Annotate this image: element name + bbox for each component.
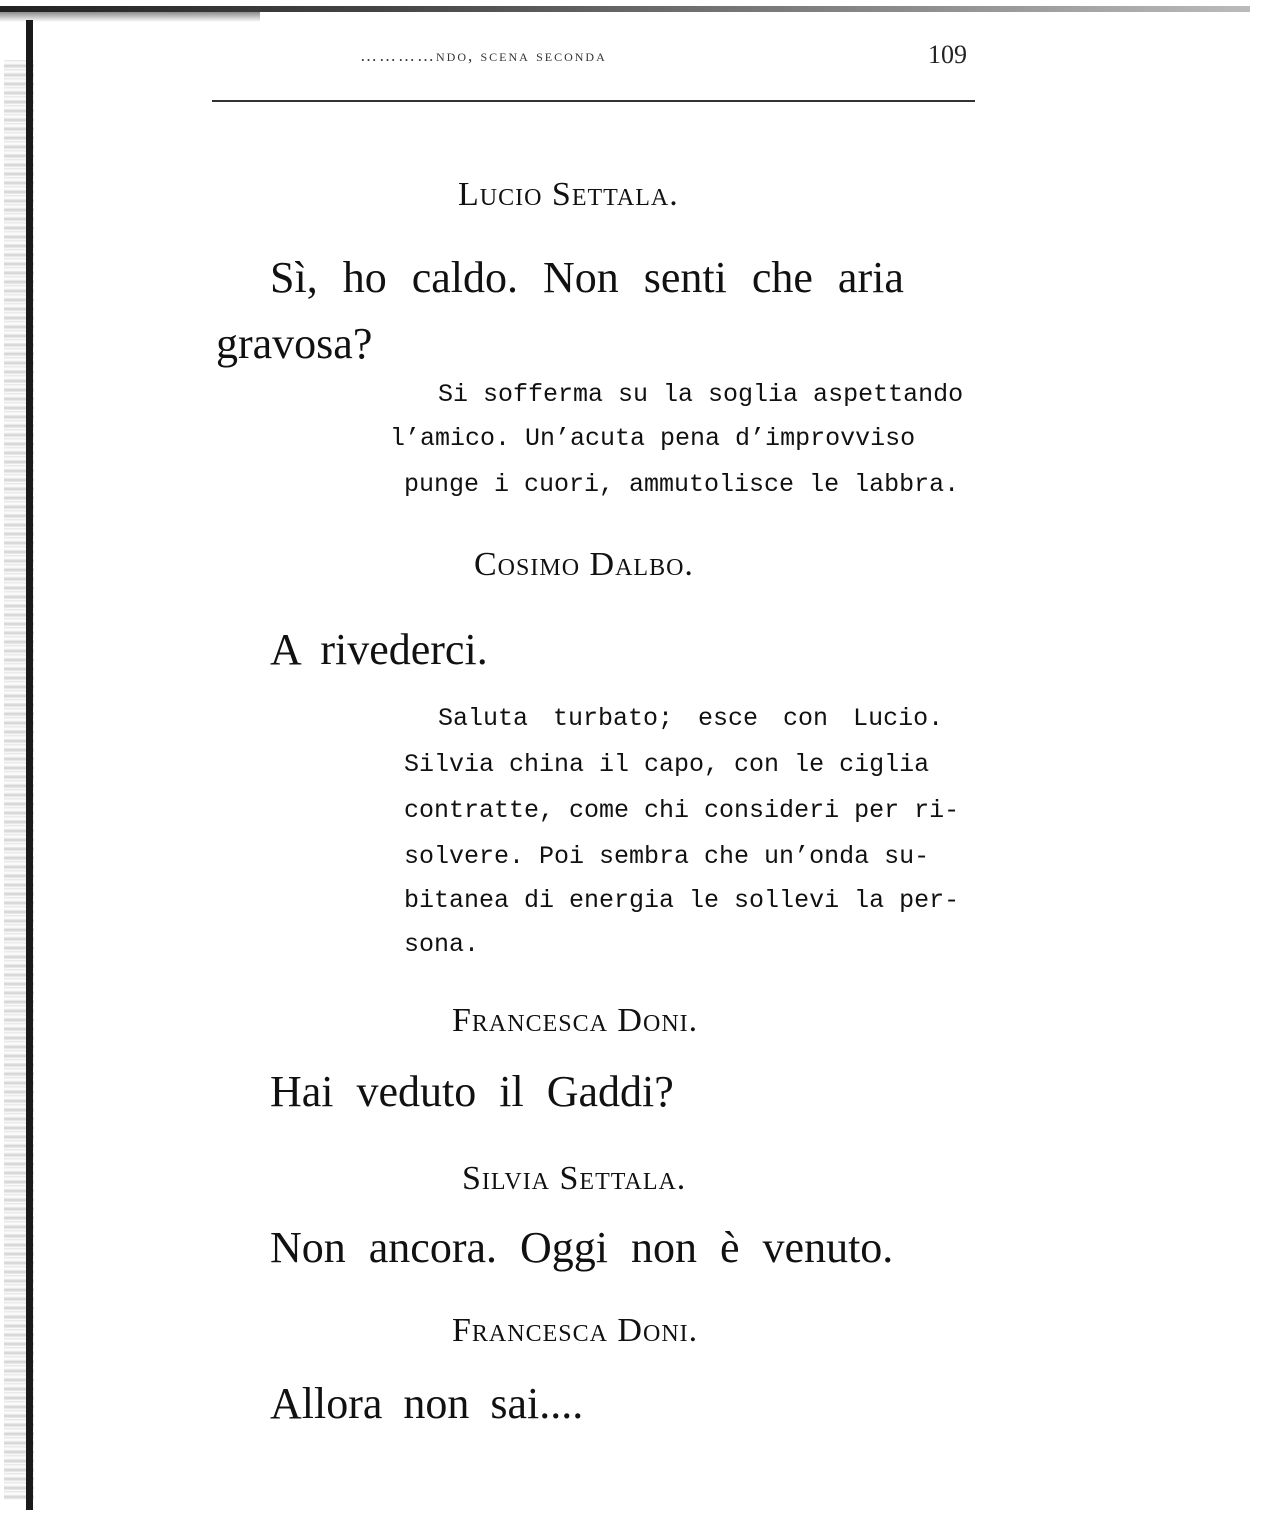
- speaker-name: Lucio Settala.: [458, 176, 679, 213]
- page-number: 109: [928, 40, 967, 69]
- stage-direction-line: punge i cuori, ammutolisce le labbra.: [404, 470, 960, 499]
- scan-left-edge: [26, 20, 33, 1510]
- dialogue-line: Hai veduto il Gaddi?: [270, 1067, 674, 1116]
- stage-direction-line: solvere. Poi sembra che un’onda su-: [404, 842, 930, 871]
- dialogue-line: Non ancora. Oggi non è venuto.: [270, 1223, 894, 1272]
- stage-direction-line: Si sofferma su la soglia aspettando: [438, 380, 964, 409]
- speaker-name: Francesca Doni.: [452, 1002, 699, 1039]
- dialogue-line: Sì, ho caldo. Non senti che aria: [270, 253, 904, 302]
- stage-direction-line: Saluta turbato; esce con Lucio.: [438, 704, 944, 733]
- speaker-name: Cosimo Dalbo.: [474, 546, 694, 583]
- speaker-name: Silvia Settala.: [462, 1160, 687, 1197]
- stage-direction-line: bitanea di energia le sollevi la per-: [404, 886, 960, 915]
- stage-direction-line: sona.: [404, 930, 480, 959]
- header-rule: [212, 100, 975, 102]
- dialogue-line: A rivederci.: [270, 625, 488, 674]
- dialogue-line: Allora non sai....: [270, 1379, 584, 1428]
- speaker-name: Francesca Doni.: [452, 1312, 699, 1349]
- stage-direction-line: l’amico. Un’acuta pena d’improvviso: [390, 424, 916, 453]
- stage-direction-line: contratte, come chi consideri per ri-: [404, 796, 960, 825]
- stage-direction-line: Silvia china il capo, con le ciglia: [404, 750, 930, 779]
- running-head: …………ndo, scena seconda: [360, 46, 607, 65]
- scan-top-edge-fade: [0, 12, 260, 22]
- dialogue-line: gravosa?: [216, 319, 373, 368]
